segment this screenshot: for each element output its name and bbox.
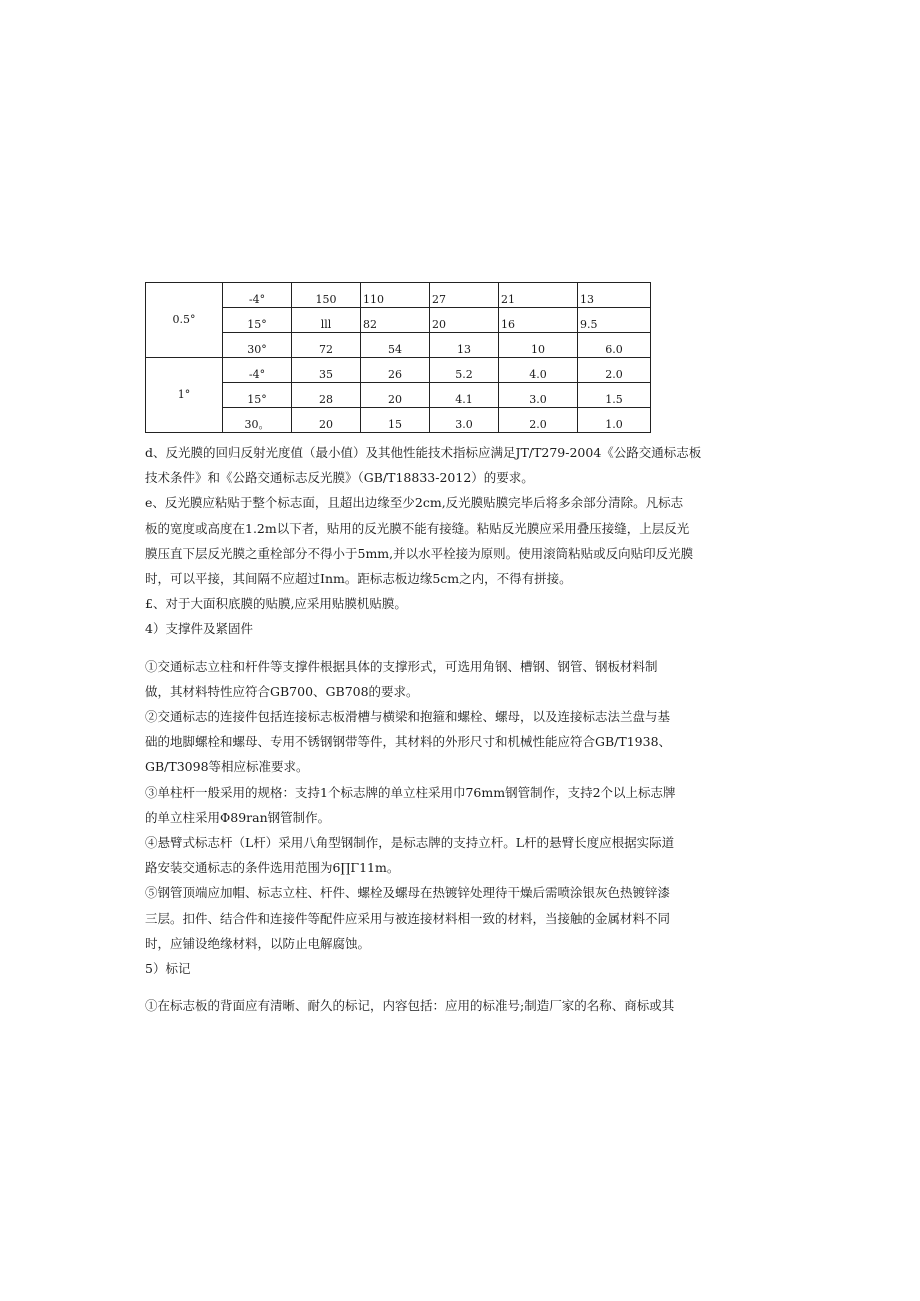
table-cell: 72	[292, 333, 361, 358]
table-cell: 35	[292, 358, 361, 383]
table-cell: 1.0	[578, 408, 651, 433]
table-cell: 27	[430, 283, 499, 308]
paragraph-line: 时，应铺设绝缘材料，以防止电解腐蚀。	[145, 935, 371, 951]
paragraph-line: ④悬臂式标志杆（L杆）采用八角型钢制作，是标志牌的支持立杆。L杆的悬臂长度应根据实际道	[145, 835, 675, 851]
paragraph-line: 做，其材料特性应符合GB700、GB708的要求。	[145, 683, 419, 699]
table-cell: 26	[361, 358, 430, 383]
table-cell: lll	[292, 308, 361, 333]
paragraph-line: ⑤钢管顶端应加帽、标志立柱、杆件、螺栓及螺母在热镀锌处理待干燥后需喷涂银灰色热镀锌漆	[145, 885, 671, 901]
paragraph-line: 础的地脚螺栓和螺母、专用不锈钢钢带等件，其材料的外形尺寸和机械性能应符合GB/T1938、	[145, 734, 672, 750]
entrance-angle-cell: 30。	[223, 408, 292, 433]
paragraph-line: 板的宽度或高度在1.2m以下者，贴用的反光膜不能有接缝。粘贴反光膜应采用叠压接缝，上层反光	[145, 520, 690, 536]
entrance-angle-cell: 15°	[223, 383, 292, 408]
table-cell: 9.5	[578, 308, 651, 333]
paragraph-line: 技术条件》和《公路交通标志反光膜》（GB/T18833-2012）的要求。	[145, 470, 534, 486]
table-cell: 2.0	[499, 408, 578, 433]
paragraph-line: 三层。扣件、结合件和连接件等配件应采用与被连接材料相一致的材料，当接触的金属材料不同	[145, 910, 671, 926]
table-cell: 15	[361, 408, 430, 433]
table-cell: 16	[499, 308, 578, 333]
table-cell: 4.1	[430, 383, 499, 408]
table-row	[146, 358, 651, 383]
table-cell: 20	[361, 383, 430, 408]
entrance-angle-cell: -4°	[223, 358, 292, 383]
table-cell: 13	[430, 333, 499, 358]
table-cell: 4.0	[499, 358, 578, 383]
entrance-angle-cell: 15°	[223, 308, 292, 333]
table-cell: 21	[499, 283, 578, 308]
paragraph-line: e、反光膜应粘贴于整个标志面，且超出边缘至少2cm,反光膜贴膜完毕后将多余部分清除。凡标志	[145, 495, 684, 511]
entrance-angle-cell: 30°	[223, 333, 292, 358]
paragraph-line: d、反光膜的回归反射光度值（最小值）及其他性能技术指标应满足JT/T279-2004《公路交通标志板	[145, 445, 702, 460]
table-cell: 1.5	[578, 383, 651, 408]
table-cell: 3.0	[430, 408, 499, 433]
paragraph-line: 时，可以平接，其间隔不应超过Inm。距标志板边缘5cm之内，不得有拼接。	[145, 571, 572, 587]
table-cell: 110	[361, 283, 430, 308]
paragraph-line: 路安装交通标志的条件选用范围为6∏Γ11m。	[145, 860, 400, 876]
table-cell: 54	[361, 333, 430, 358]
table-row	[146, 283, 651, 308]
table-cell: 150	[292, 283, 361, 308]
table-cell: 28	[292, 383, 361, 408]
table-cell: 6.0	[578, 333, 651, 358]
table-cell: 2.0	[578, 358, 651, 383]
body-text	[145, 440, 725, 1018]
table-cell: 20	[292, 408, 361, 433]
paragraph-line: ①交通标志立柱和杆件等支撑件根据具体的支撑形式，可选用角钢、槽钢、钢管、钢板材料制	[145, 658, 658, 674]
table-cell: 13	[578, 283, 651, 308]
table-cell: 5.2	[430, 358, 499, 383]
retroreflection-table	[145, 282, 651, 433]
paragraph-line: £、对于大面积底膜的贴膜,应采用贴膜机贴膜。	[145, 596, 407, 612]
observation-angle-cell: 1°	[146, 358, 223, 433]
section-heading: 4）支撑件及紧固件	[145, 621, 253, 637]
section-heading: 5）标记	[145, 961, 191, 977]
table-cell: 20	[430, 308, 499, 333]
paragraph-line: 膜压直下层反光膜之重栓部分不得小于5mm,并以水平栓接为原则。使用滚筒粘贴或反向贴印反光膜	[145, 545, 694, 561]
paragraph-line: ②交通标志的连接件包括连接标志板滑槽与横梁和抱箍和螺栓、螺母，以及连接标志法兰盘与基	[145, 709, 671, 725]
observation-angle-cell: 0.5°	[146, 283, 223, 358]
entrance-angle-cell: -4°	[223, 283, 292, 308]
paragraph-line: ③单柱杆一般采用的规格：支持1个标志牌的单立柱采用巾76mm钢管制作，支持2个以上标志牌	[145, 784, 676, 800]
table-cell: 3.0	[499, 383, 578, 408]
paragraph-line: 的单立柱采用Φ89ran钢管制作。	[145, 809, 331, 825]
table-cell: 10	[499, 333, 578, 358]
paragraph-line: ①在标志板的背面应有清晰、耐久的标记，内容包括：应用的标准号;制造厂家的名称、商标或其	[145, 998, 675, 1014]
table-cell: 82	[361, 308, 430, 333]
paragraph-line: GB/T3098等相应标准要求。	[145, 759, 309, 775]
